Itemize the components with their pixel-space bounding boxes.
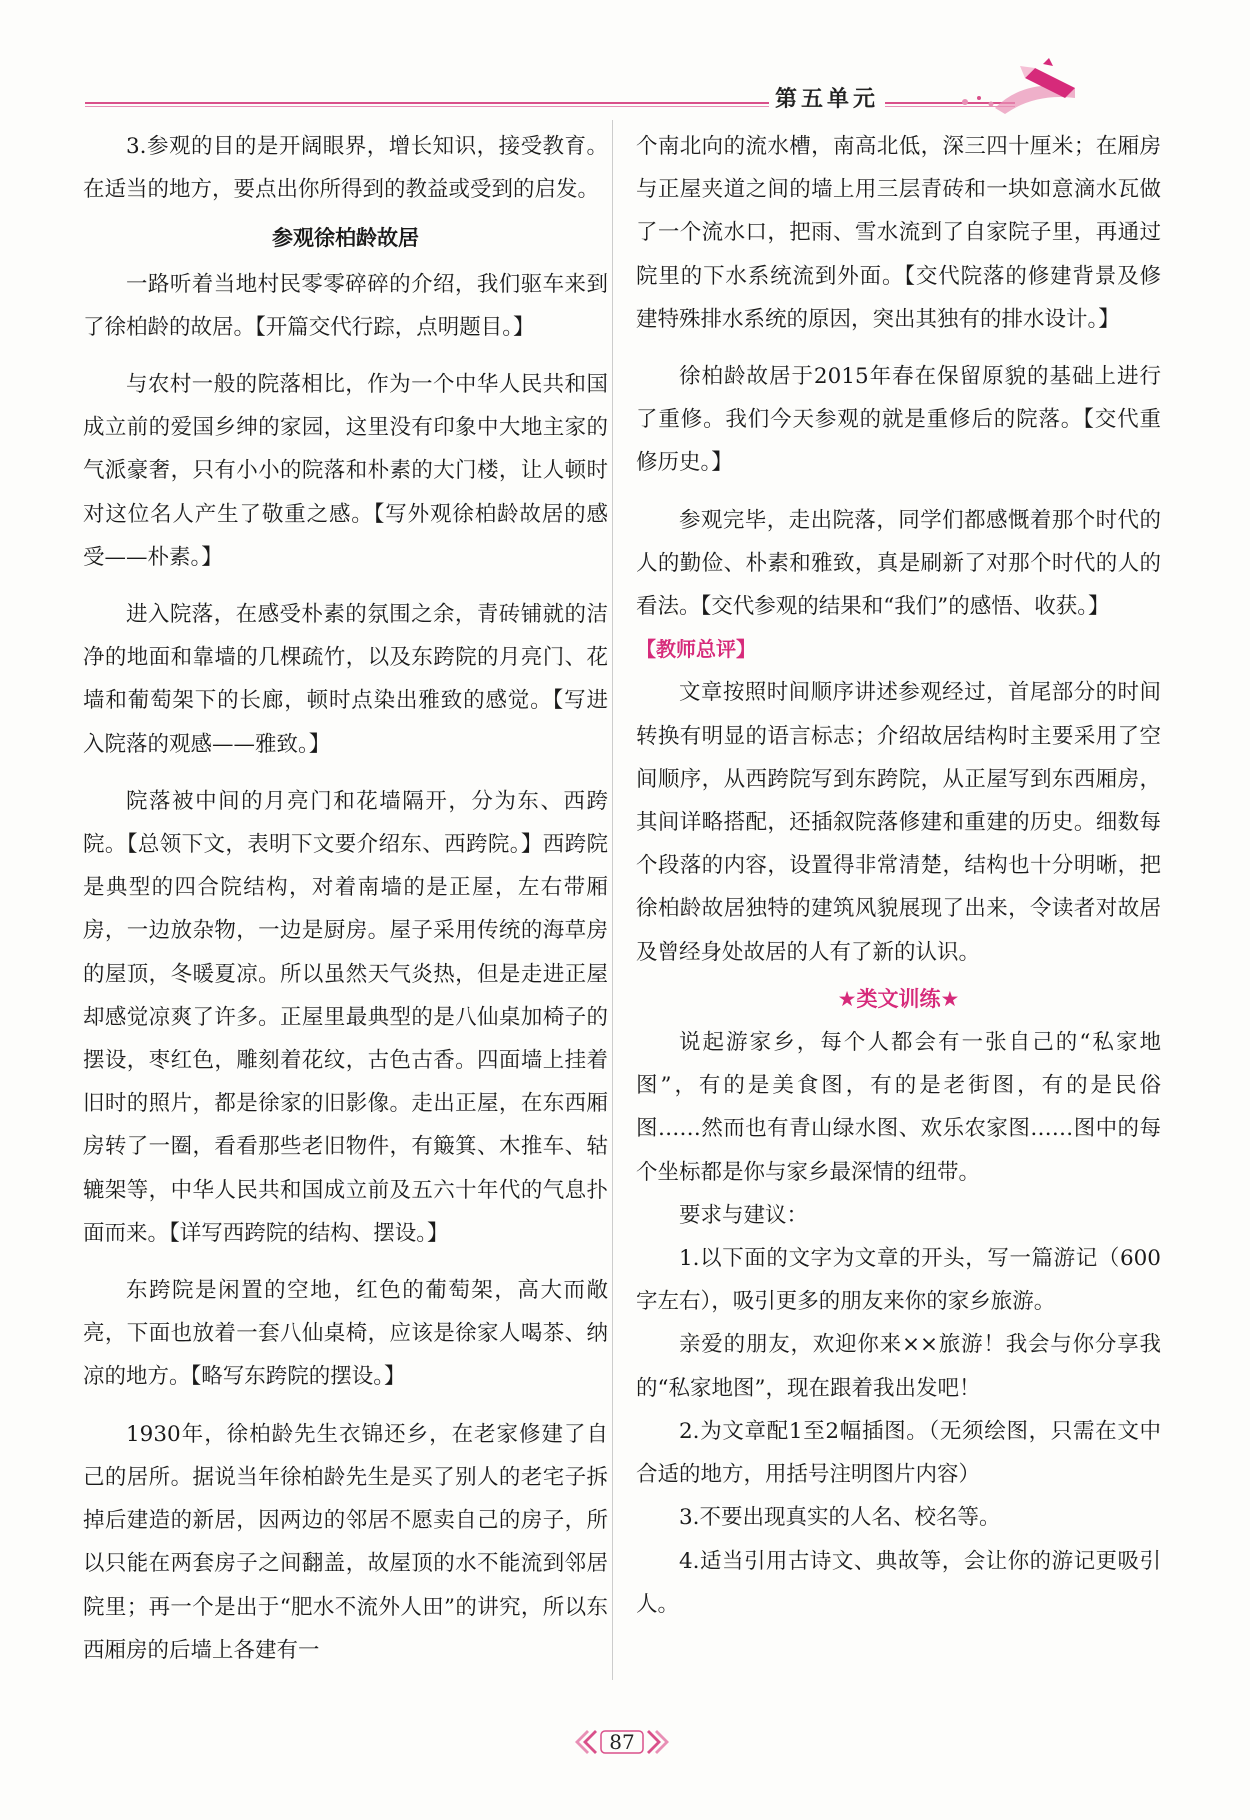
paragraph: 亲爱的朋友，欢迎你来××旅游！我会与你分享我的“私家地图”，现在跟着我出发吧！	[636, 1332, 1161, 1401]
paragraph: 1.以下面的文字为文章的开头，写一篇游记（600字左右），吸引更多的朋友来你的家乡旅游。	[636, 1246, 1161, 1315]
unit-title: 第五单元	[769, 82, 885, 113]
section-title: ★类文训练★	[837, 986, 960, 1011]
teacher-review-tag: 【教师总评】	[636, 637, 756, 662]
paragraph: 文章按照时间顺序讲述参观经过，首尾部分的时间转换有明显的语言标志；介绍故居结构时主要采用了空间顺序，从西跨院写到东跨院，从正屋写到东西厢房，其间详略搭配，还插叙院落修建和重建的历史。细数每个段落的内容，设置得非常清楚，结构也十分明晰，把徐柏龄故居独特的建筑风貌展现了出来，令读者对故居及曾经身处故居的人有了新的认识。	[636, 680, 1161, 965]
paragraph: 个南北向的流水槽，南高北低，深三四十厘米；在厢房与正屋夹道之间的墙上用三层青砖和一块如意滴水瓦做了一个流水口，把雨、雪水流到了自家院子里，再通过院里的下水系统流到外面。【交代院落的修建背景及修建特殊排水系统的原因，突出其独有的排水设计。】	[636, 134, 1161, 332]
essay-title: 参观徐柏龄故居	[272, 226, 419, 251]
paragraph: 说起游家乡，每个人都会有一张自己的“私家地图”，有的是美食图，有的是老街图，有的是民俗图……然而也有青山绿水图、欢乐农家图……图中的每个坐标都是你与家乡最深情的纽带。	[636, 1030, 1161, 1185]
paragraph: 与农村一般的院落相比，作为一个中华人民共和国成立前的爱国乡绅的家园，这里没有印象中大地主家的气派豪奢，只有小小的院落和朴素的大门楼，让人顿时对这位名人产生了敬重之感。【写外观徐柏龄故居的感受——朴素。】	[83, 372, 608, 570]
paragraph: 一路听着当地村民零零碎碎的介绍，我们驱车来到了徐柏龄的故居。【开篇交代行踪，点明题目。】	[83, 271, 608, 340]
page-header	[85, 88, 1085, 110]
column-divider	[612, 120, 613, 1680]
paragraph: 4.适当引用古诗文、典故等，会让你的游记更吸引人。	[636, 1548, 1161, 1617]
paragraph: 3.参观的目的是开阔眼界，增长知识，接受教育。在适当的地方，要点出你所得到的教益或受到的启发。	[83, 134, 608, 203]
paragraph: 2.为文章配1至2幅插图。（无须绘图，只需在文中合适的地方，用括号注明图片内容）	[636, 1418, 1161, 1488]
paragraph: 徐柏龄故居于2015年春在保留原貌的基础上进行了重修。我们今天参观的就是重修后的院落。【交代重修历史。】	[636, 364, 1161, 476]
paragraph: 参观完毕，走出院落，同学们都感慨着那个时代的人的勤俭、朴素和雅致，真是刷新了对那个时代的人的看法。【交代参观的结果和“我们”的感悟、收获。】	[636, 507, 1161, 620]
right-column	[636, 125, 1161, 1626]
pencil-decoration-icon	[925, 58, 1085, 118]
paragraph: 进入院落，在感受朴素的氛围之余，青砖铺就的洁净的地面和靠墙的几棵疏竹，以及东跨院的月亮门、花墙和葡萄架下的长廊，顿时点染出雅致的感觉。【写进入院落的观感——雅致。】	[83, 602, 608, 757]
paragraph: 东跨院是闲置的空地，红色的葡萄架，高大而敞亮，下面也放着一套八仙桌椅，应该是徐家人喝茶、纳凉的地方。【略写东跨院的摆设。】	[83, 1278, 608, 1390]
left-column	[83, 125, 608, 1672]
paragraph: 1930年，徐柏龄先生衣锦还乡，在老家修建了自己的居所。据说当年徐柏龄先生是买了别人的老宅子拆掉后建造的新居，因两边的邻居不愿卖自己的房子，所以只能在两套房子之间翻盖，故屋顶的水不能流到邻居院里；再一个是出于“肥水不流外人田”的讲究，所以东西厢房的后墙上各建有一	[83, 1421, 608, 1663]
paragraph: 院落被中间的月亮门和花墙隔开，分为东、西跨院。【总领下文，表明下文要介绍东、西跨院。】西跨院是典型的四合院结构，对着南墙的是正屋，左右带厢房，一边放杂物，一边是厨房。屋子采用传统的海草房的屋顶，冬暖夏凉。所以虽然天气炎热，但是走进正屋却感觉凉爽了许多。正屋里最典型的是八仙桌加椅子的摆设，枣红色，雕刻着花纹，古色古香。四面墙上挂着旧时的照片，都是徐家的旧影像。走出正屋，在东西厢房转了一圈，看看那些老旧物件，有簸箕、木推车、轱辘架等，中华人民共和国成立前及五六十年代的气息扑面而来。【详写西跨院的结构、摆设。】	[83, 788, 608, 1246]
page-number-badge	[567, 1725, 677, 1759]
page-number: 87	[609, 1730, 635, 1754]
paragraph: 要求与建议：	[679, 1202, 809, 1228]
paragraph: 3.不要出现真实的人名、校名等。	[679, 1505, 1001, 1531]
